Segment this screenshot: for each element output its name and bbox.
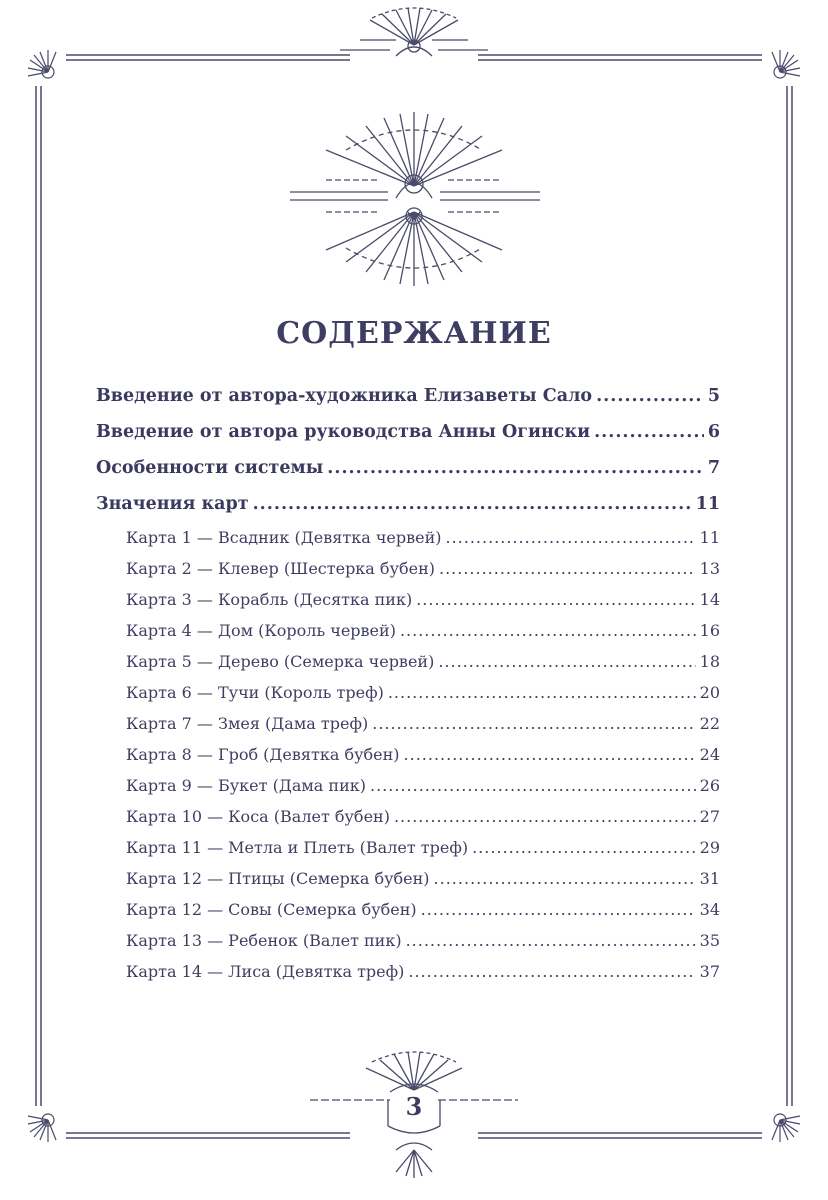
toc-subentry-page: 14 (699, 590, 720, 609)
corner-ornament-top-left (28, 50, 56, 78)
toc-entry-page: 7 (707, 458, 720, 478)
toc-subentry-page: 20 (699, 683, 720, 702)
toc-subentry-label: Карта 12 — Совы (Семерка бубен) (126, 900, 417, 919)
toc-subentry[interactable] (96, 677, 720, 708)
toc-subentry[interactable] (96, 770, 720, 801)
toc-subentry-label: Карта 8 — Гроб (Девятка бубен) (126, 745, 400, 764)
toc-subentry-page: 13 (699, 559, 720, 578)
dot-leader (394, 801, 696, 832)
dot-leader (370, 770, 696, 801)
toc-subentry-page: 24 (699, 745, 720, 764)
toc-subentry-page: 26 (699, 776, 720, 795)
toc-subentry-label: Карта 12 — Птицы (Семерка бубен) (126, 869, 430, 888)
corner-ornament-bottom-left (28, 1114, 56, 1142)
toc-subentry[interactable] (96, 708, 720, 739)
toc-entry-page: 5 (707, 386, 720, 406)
toc-subentry-label: Карта 4 — Дом (Король червей) (126, 621, 396, 640)
toc-subentry-label: Карта 7 — Змея (Дама треф) (126, 714, 369, 733)
toc-subentry-label: Карта 1 — Всадник (Девятка червей) (126, 528, 442, 547)
toc-subentry-label: Карта 11 — Метла и Плеть (Валет треф) (126, 838, 469, 857)
toc-subentry[interactable] (96, 925, 720, 956)
toc-subentry-label: Карта 2 — Клевер (Шестерка бубен) (126, 559, 435, 578)
dot-leader (439, 553, 696, 584)
toc-subentry-page: 37 (699, 962, 720, 981)
toc-subentry[interactable] (96, 863, 720, 894)
toc-subentry-page: 11 (699, 528, 720, 547)
toc-subentry-page: 31 (699, 869, 720, 888)
toc-subentry[interactable] (96, 894, 720, 925)
toc-subentry-label: Карта 9 — Букет (Дама пик) (126, 776, 366, 795)
page-number: 3 (405, 1092, 423, 1121)
dot-leader (406, 925, 696, 956)
dot-leader (327, 450, 704, 486)
toc-subentry-label: Карта 14 — Лиса (Девятка треф) (126, 962, 405, 981)
toc-entry-page: 6 (707, 422, 720, 442)
dot-leader (404, 739, 696, 770)
dot-leader (253, 486, 692, 522)
dot-leader (596, 378, 704, 414)
toc-subentry[interactable] (96, 584, 720, 615)
toc-entry-card-meanings[interactable] (96, 486, 720, 522)
dot-leader (434, 863, 696, 894)
toc-subentry[interactable] (96, 522, 720, 553)
toc-subentry[interactable] (96, 615, 720, 646)
toc-subentry-label: Карта 6 — Тучи (Король треф) (126, 683, 384, 702)
toc-entry-intro-guide-author[interactable] (96, 414, 720, 450)
toc-subentry-page: 35 (699, 931, 720, 950)
toc-entry-label: Введение от автора-художника Елизаветы Сало (96, 386, 593, 406)
toc-entry-page: 11 (695, 494, 720, 514)
toc-subentry-page: 27 (699, 807, 720, 826)
toc-subentry[interactable] (96, 832, 720, 863)
dot-leader (472, 832, 696, 863)
toc-subentry[interactable] (96, 739, 720, 770)
dot-leader (421, 894, 696, 925)
toc-entry-intro-artist[interactable] (96, 378, 720, 414)
toc-subentry[interactable] (96, 801, 720, 832)
toc-subentry-label: Карта 3 — Корабль (Десятка пик) (126, 590, 413, 609)
dot-leader (416, 584, 695, 615)
table-of-contents (96, 378, 720, 987)
dot-leader (408, 956, 695, 987)
dot-leader (400, 615, 696, 646)
central-ornament (290, 112, 540, 286)
top-ornament (340, 8, 488, 56)
corner-ornament-top-right (772, 50, 800, 78)
toc-entry-label: Введение от автора руководства Анны Огински (96, 422, 591, 442)
toc-subentry-page: 18 (699, 652, 720, 671)
toc-entry-system-features[interactable] (96, 450, 720, 486)
toc-entry-label: Особенности системы (96, 458, 324, 478)
toc-subentry-page: 16 (699, 621, 720, 640)
toc-subentry-label: Карта 5 — Дерево (Семерка червей) (126, 652, 435, 671)
toc-subentry[interactable] (96, 553, 720, 584)
dot-leader (594, 414, 704, 450)
page-title: СОДЕРЖАНИЕ (276, 316, 552, 351)
corner-ornament-bottom-right (772, 1114, 800, 1142)
toc-subentry-page: 34 (699, 900, 720, 919)
dot-leader (438, 646, 695, 677)
toc-entry-label: Значения карт (96, 494, 249, 514)
toc-subentry-label: Карта 13 — Ребенок (Валет пик) (126, 931, 402, 950)
toc-subentry[interactable] (96, 956, 720, 987)
toc-subentry-page: 22 (699, 714, 720, 733)
dot-leader (388, 677, 696, 708)
toc-subentry-page: 29 (699, 838, 720, 857)
dot-leader (445, 522, 695, 553)
toc-subentry-label: Карта 10 — Коса (Валет бубен) (126, 807, 390, 826)
dot-leader (372, 708, 695, 739)
toc-subentry[interactable] (96, 646, 720, 677)
